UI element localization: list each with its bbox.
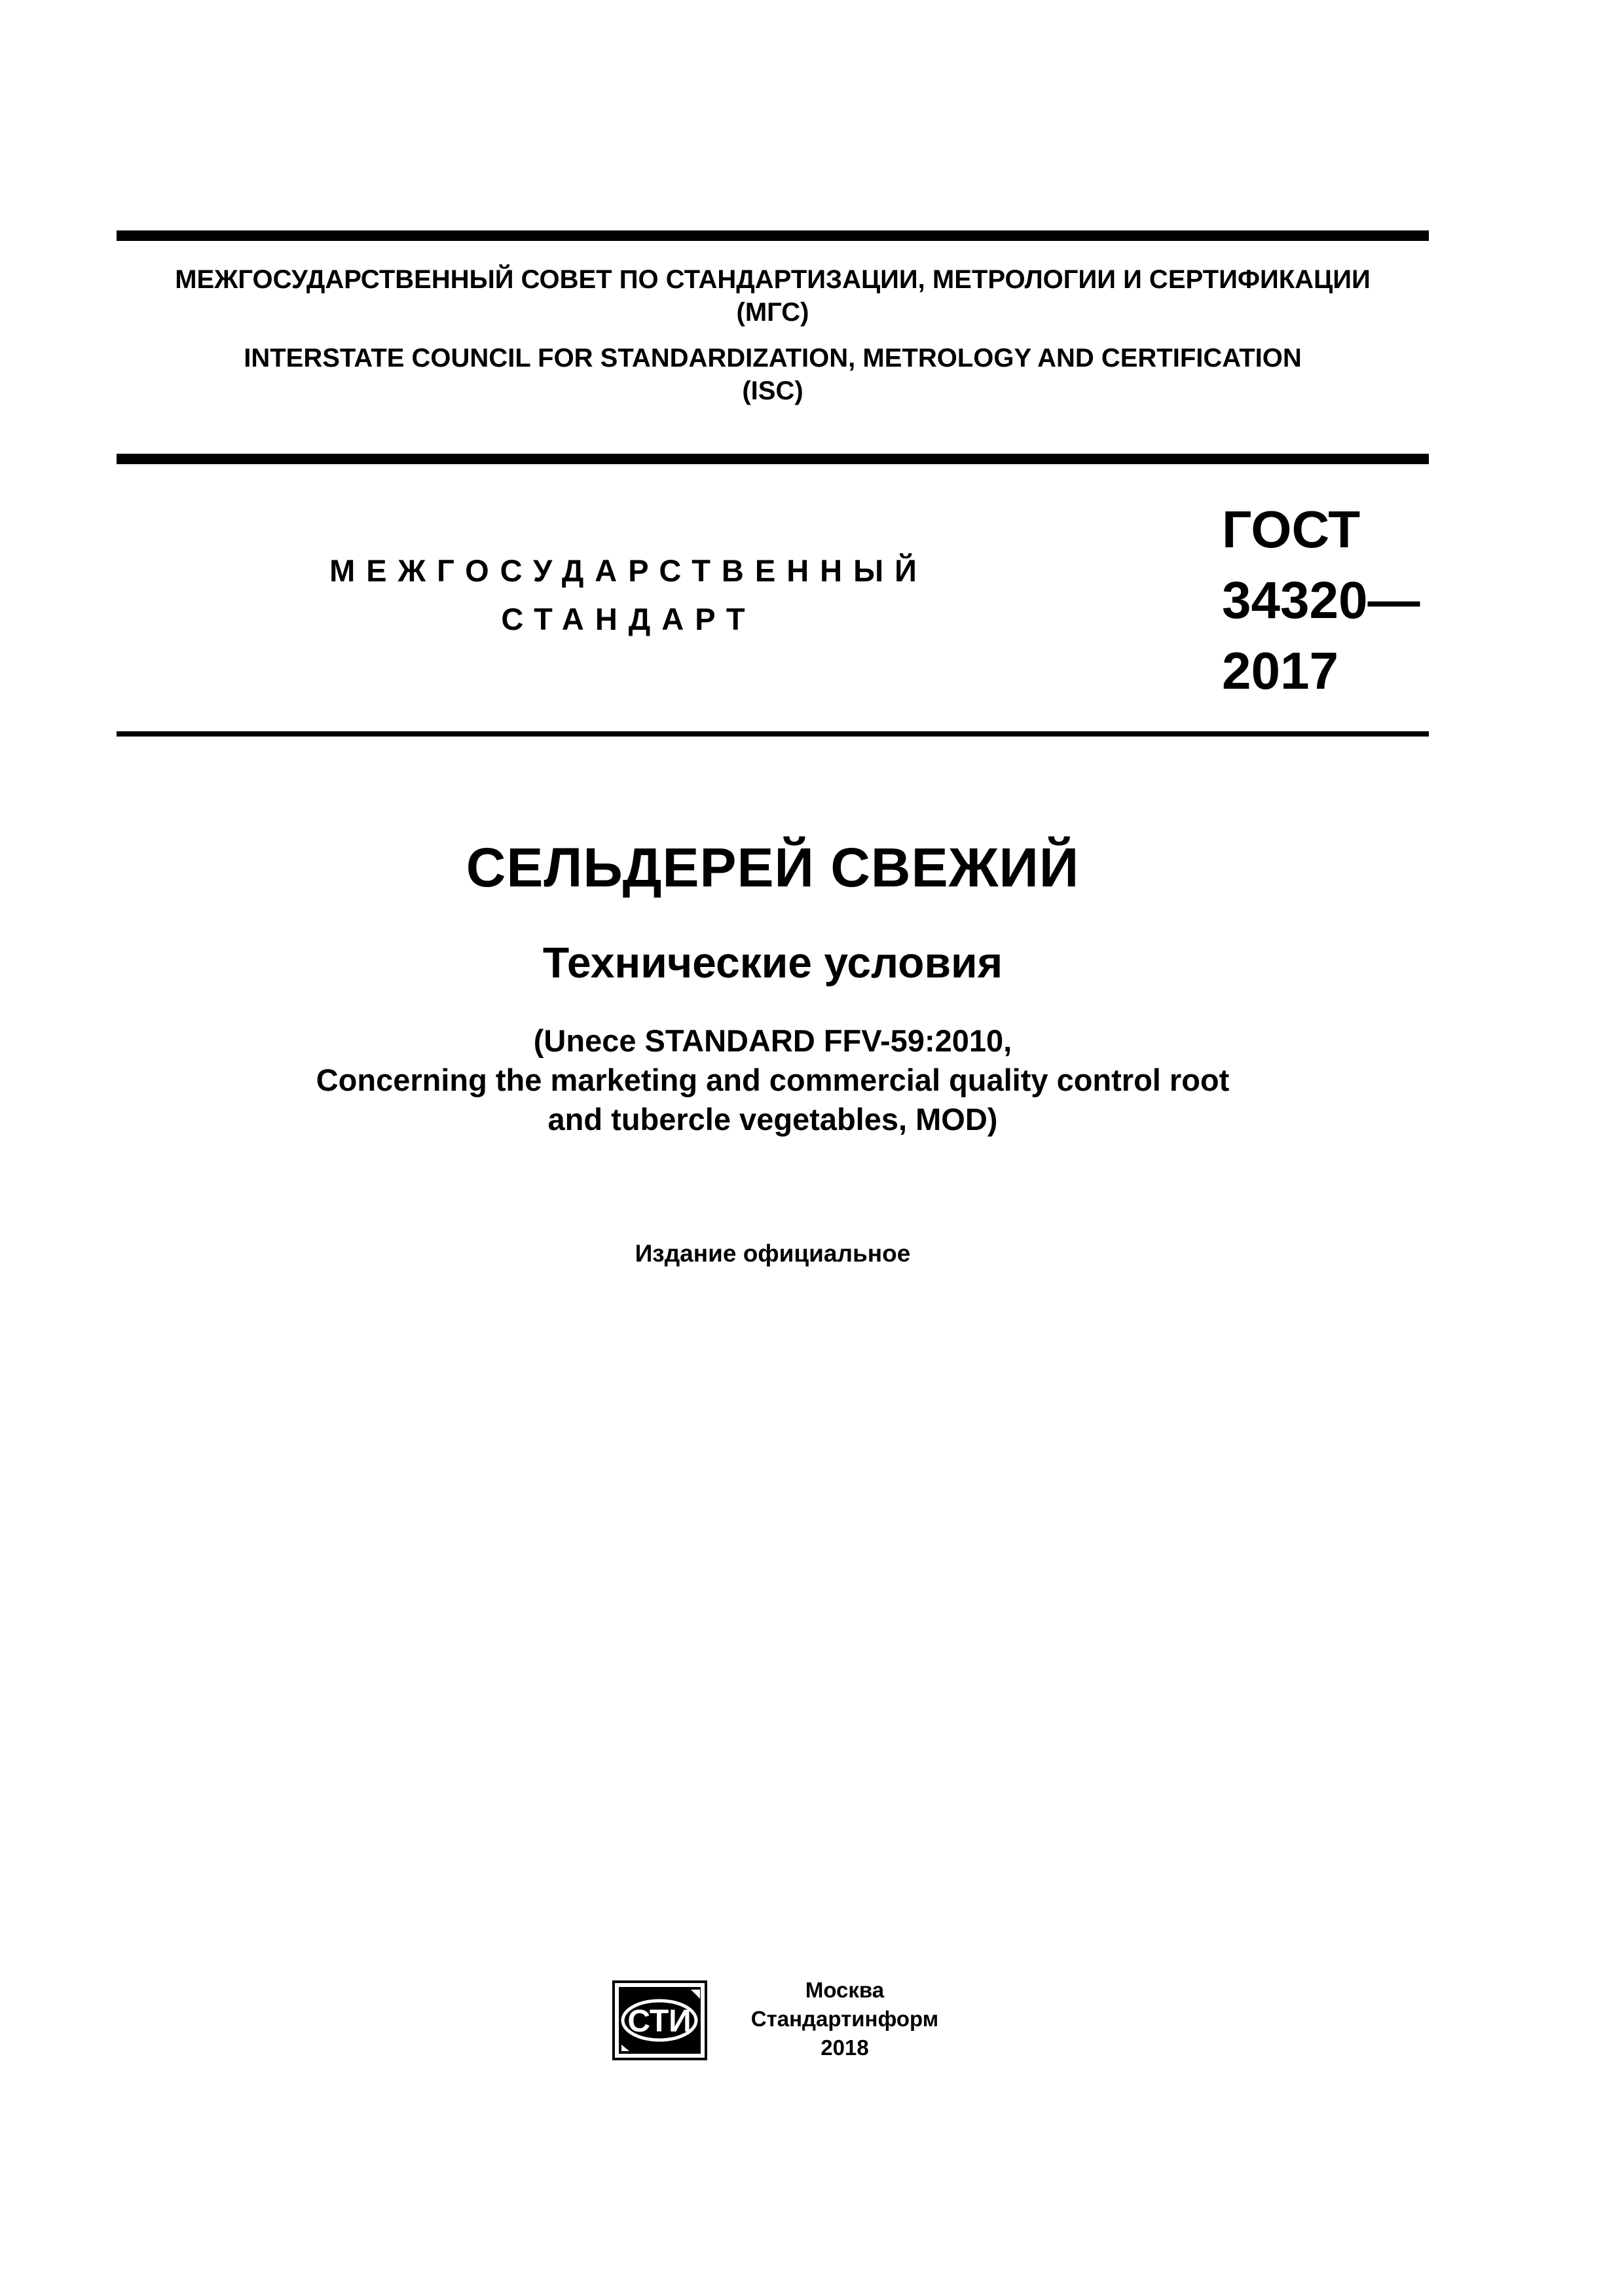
publication-year: 2018 bbox=[821, 2035, 869, 2060]
reference-line1: (Unece STANDARD FFV-59:2010, bbox=[533, 1023, 1012, 1058]
edition-note: Издание официальное bbox=[635, 1240, 911, 1267]
svg-text:СТИ: СТИ bbox=[627, 2004, 692, 2039]
document-subtitle: Технические условия bbox=[542, 938, 1003, 987]
reference-line3: and tubercle vegetables, MOD) bbox=[547, 1102, 998, 1137]
international-reference bbox=[117, 1021, 1429, 1139]
middle-rule bbox=[117, 454, 1429, 464]
publisher-imprint bbox=[714, 1976, 976, 2062]
standard-number-prefix: ГОСТ bbox=[1222, 500, 1361, 558]
council-abbr-ru: (МГС) bbox=[736, 298, 809, 327]
standartinform-logo-icon bbox=[612, 1980, 707, 2060]
publisher-name: Стандартинформ bbox=[750, 2007, 939, 2031]
council-name-en-line1: INTERSTATE COUNCIL FOR STANDARDIZATION, METROLOGY AND CERTIFICATION bbox=[244, 344, 1302, 373]
standard-number bbox=[1222, 494, 1420, 706]
reference-line2: Concerning the marketing and commercial quality control root bbox=[316, 1063, 1230, 1097]
standard-number-code: 34320— bbox=[1222, 571, 1420, 629]
standard-type-line2: СТАНДАРТ bbox=[501, 602, 756, 636]
council-name-en bbox=[117, 342, 1429, 407]
council-abbr-en: (ISC) bbox=[742, 376, 803, 405]
council-name-ru bbox=[117, 263, 1429, 329]
standard-type bbox=[301, 547, 956, 644]
standard-type-line1: МЕЖГОСУДАРСТВЕННЫЙ bbox=[329, 553, 928, 588]
top-rule bbox=[117, 230, 1429, 241]
document-title: СЕЛЬДЕРЕЙ СВЕЖИЙ bbox=[466, 837, 1080, 898]
publisher-city: Москва bbox=[805, 1978, 885, 2002]
council-name-ru-line1: МЕЖГОСУДАРСТВЕННЫЙ СОВЕТ ПО СТАНДАРТИЗАЦИИ, МЕТРОЛОГИИ И СЕРТИФИКАЦИИ bbox=[175, 265, 1371, 294]
bottom-rule bbox=[117, 731, 1429, 737]
standard-number-year: 2017 bbox=[1222, 642, 1338, 700]
